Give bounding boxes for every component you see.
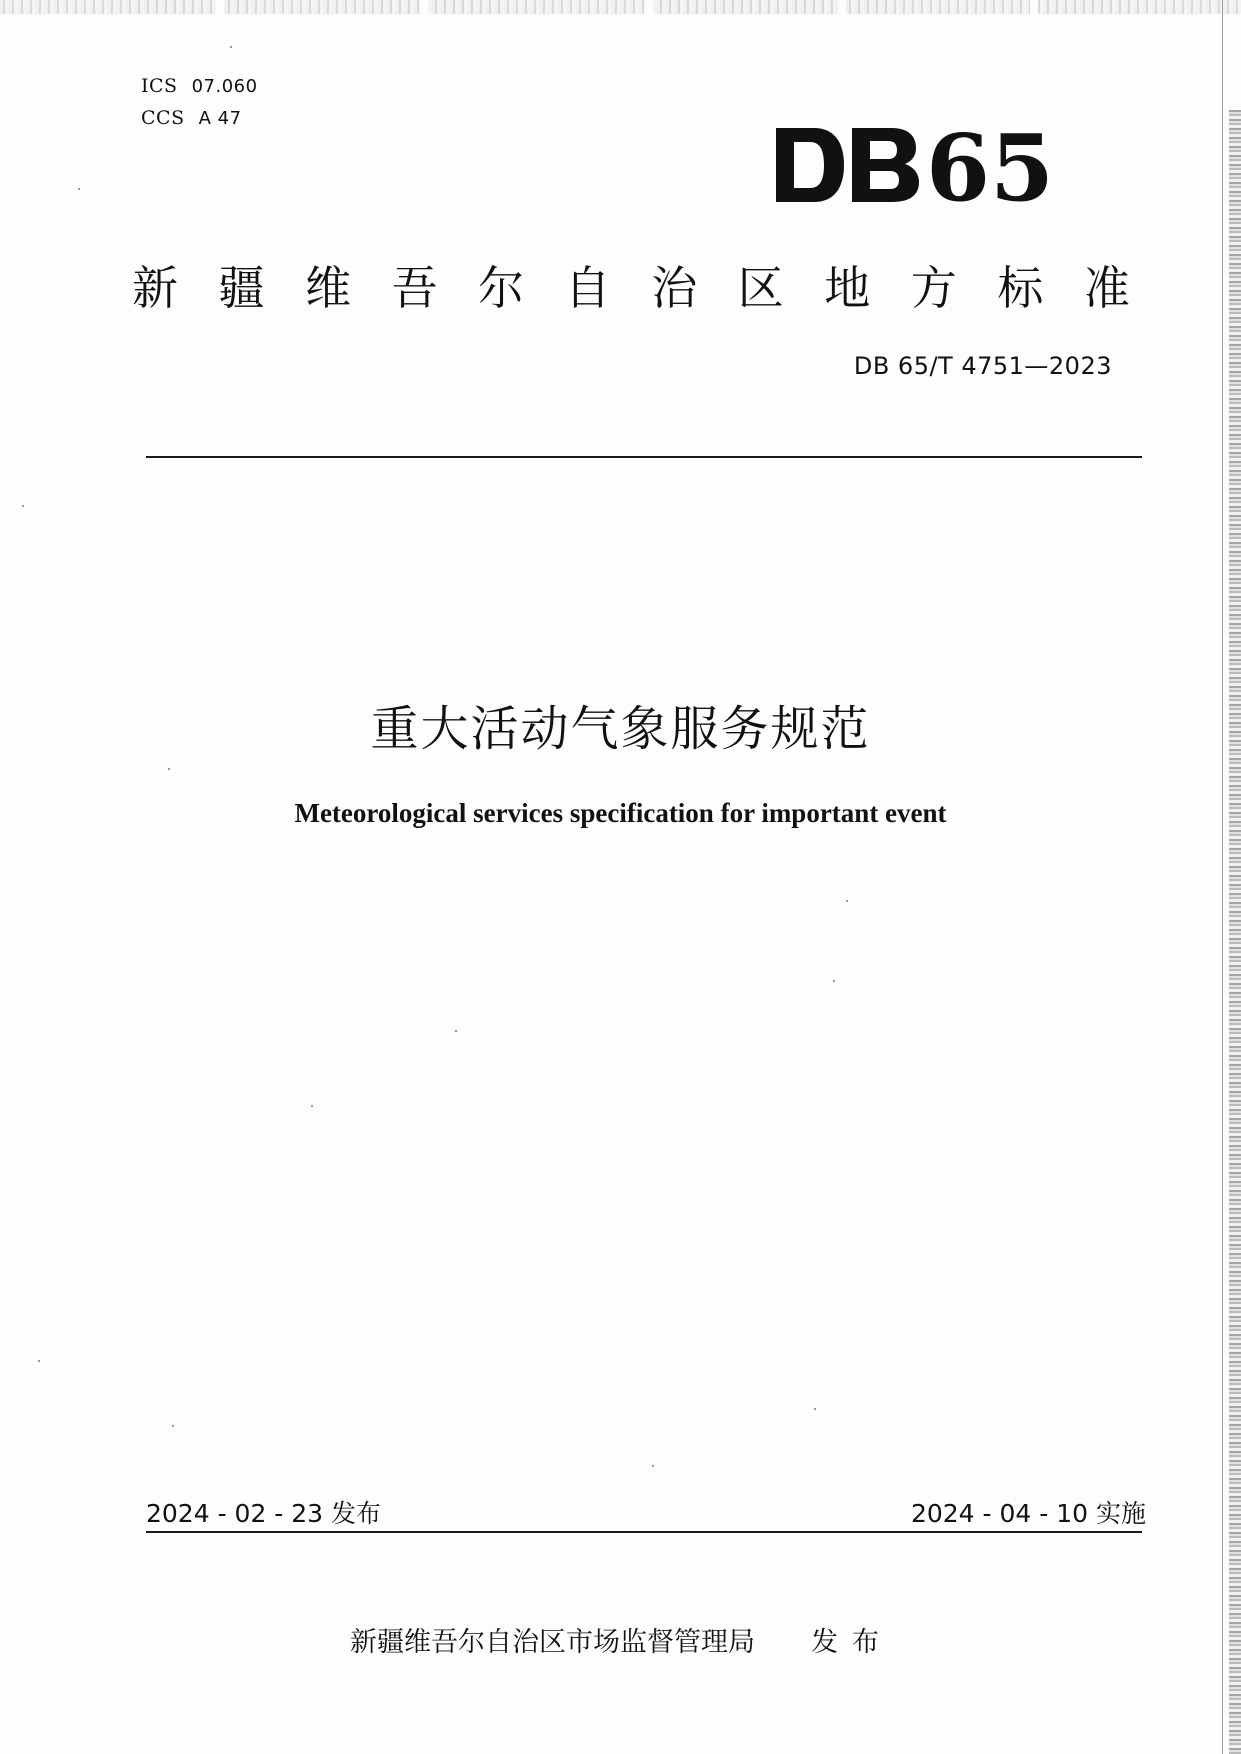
db65-logo-digits: 65 (926, 124, 1054, 206)
standard-type-char: 区 (737, 261, 784, 315)
standard-number: DB 65/T 4751—2023 (853, 352, 1112, 380)
implementation-date: 2024 - 04 - 10 实施 (910, 1499, 1146, 1528)
issue-date: 2024 - 02 - 23 发布 (146, 1499, 382, 1528)
ics-label: ICS (141, 75, 178, 97)
ccs-label: CCS (141, 107, 185, 129)
standard-type-char: 维 (305, 261, 352, 315)
title-chinese: 重大活动气象服务规范 (370, 701, 871, 757)
ics-line (141, 75, 258, 97)
standard-type-char: 疆 (218, 261, 265, 315)
standard-type-char: 方 (910, 261, 957, 315)
footer-divider (146, 1531, 1142, 1533)
scan-edge-top (0, 0, 1241, 14)
standard-type-char: 治 (651, 261, 698, 315)
standard-type-char: 标 (997, 261, 1044, 315)
standard-type-char: 新 (132, 261, 178, 315)
db65-logo (774, 124, 1054, 206)
title-english: Meteorological services specification for important event (294, 798, 947, 828)
issuer-line (350, 1620, 893, 1659)
ccs-code: A 47 (198, 108, 242, 129)
standard-type-char: 自 (564, 261, 611, 315)
standard-type-char: 准 (1083, 261, 1130, 315)
scan-edge-line (1222, 0, 1223, 1754)
issuer-organization: 新疆维吾尔自治区市场监督管理局 (350, 1627, 755, 1658)
standard-type-char: 吾 (391, 261, 438, 315)
header-divider (146, 456, 1142, 458)
standard-type-char: 地 (824, 261, 871, 315)
scan-edge-right (1229, 110, 1241, 1754)
ccs-line (141, 107, 242, 129)
standard-type-name (132, 252, 1130, 318)
issuer-verb: 发布 (811, 1627, 893, 1658)
standard-type-char: 尔 (478, 261, 525, 315)
ics-code: 07.060 (191, 76, 258, 97)
